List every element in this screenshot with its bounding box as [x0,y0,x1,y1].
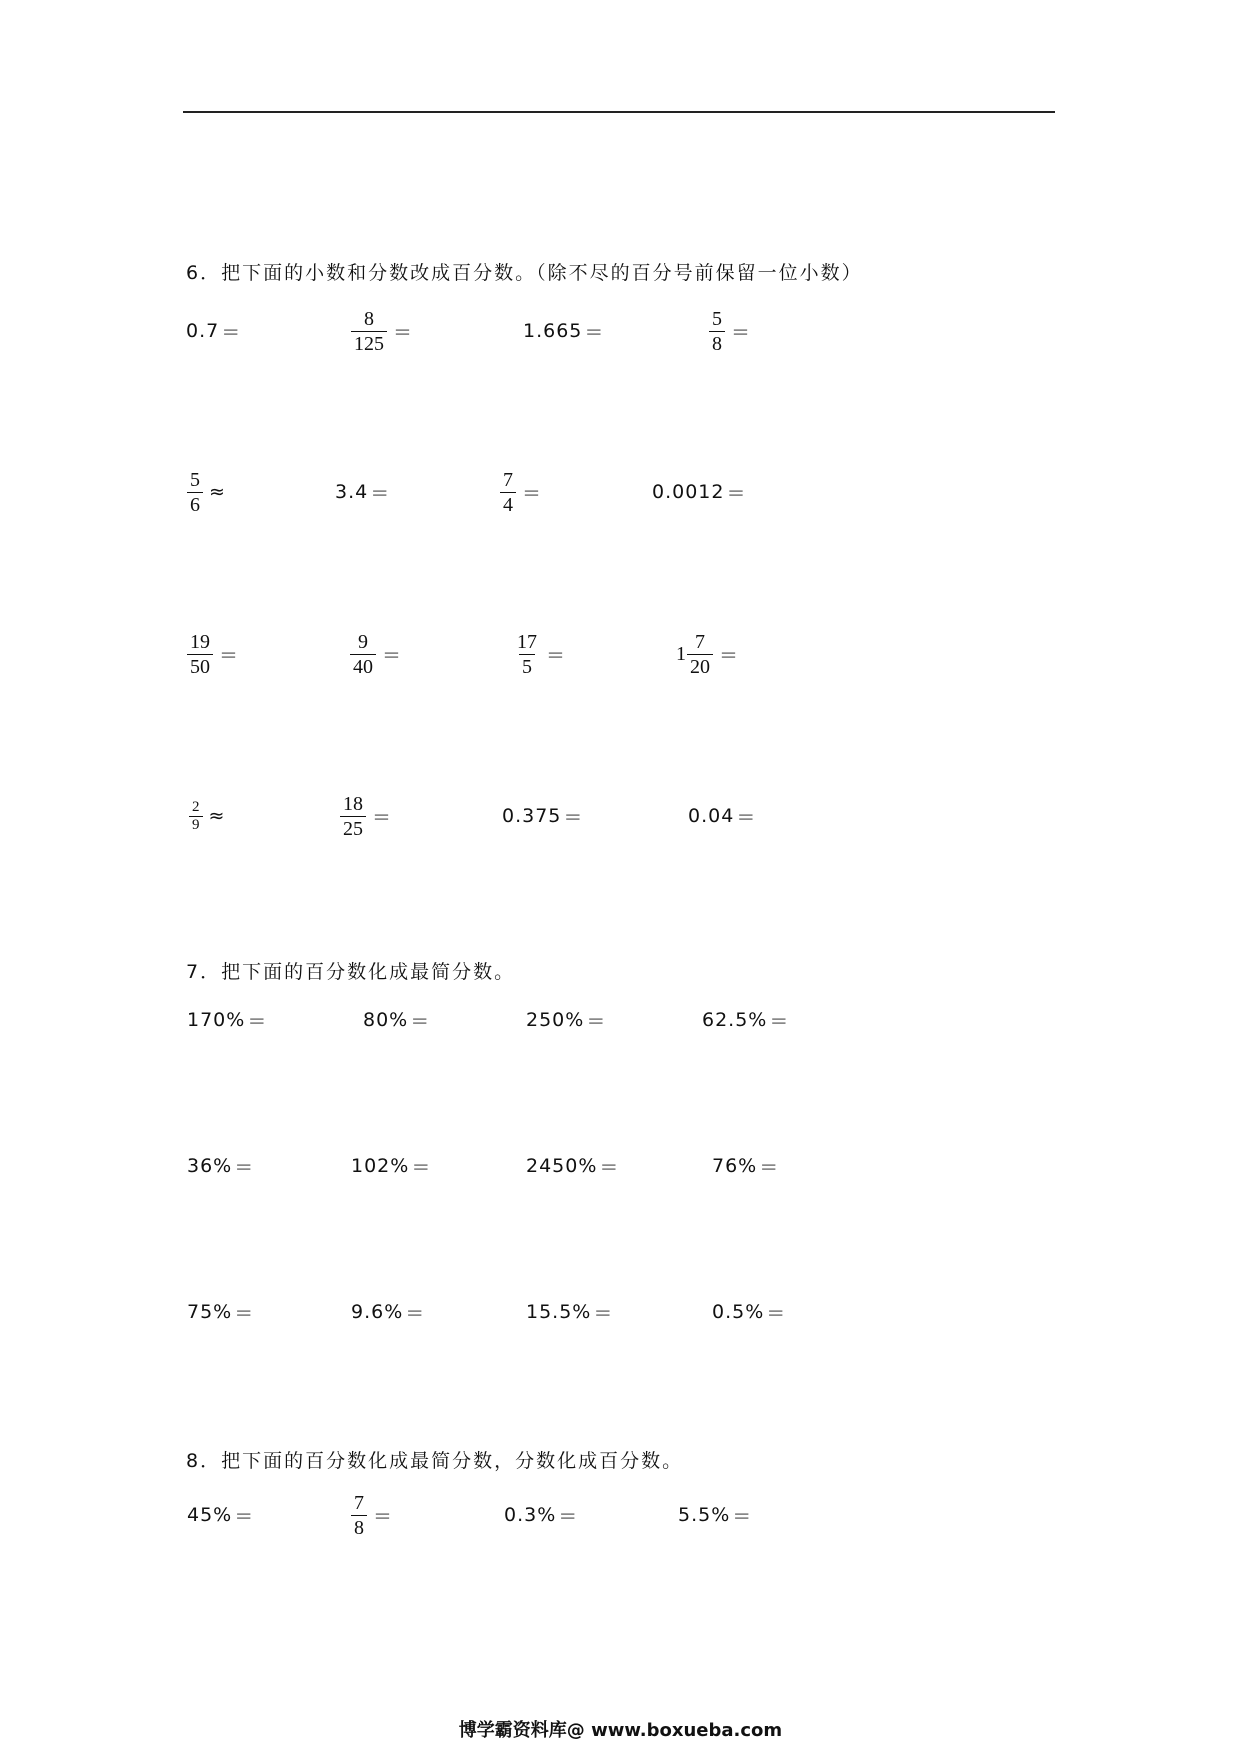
numerator: 9 [358,630,368,653]
percent: 62.5% [702,1009,768,1031]
equals-sign: ＝ [373,1505,393,1528]
q6-r3-d [676,619,738,689]
equals-sign: ＝ [370,482,390,505]
equals-sign: ＝ [247,1010,267,1033]
denominator: 8 [709,331,725,356]
equals-sign: ＝ [719,644,739,667]
equals-sign: ＝ [766,1302,786,1325]
q6-r4-b [340,781,391,851]
denominator: 4 [500,492,516,517]
equals-sign: ＝ [586,1010,606,1033]
number: 1.665 [523,320,583,342]
fraction [187,468,203,517]
question-7-title: 7．把下面的百分数化成最简分数。 [186,961,516,983]
numerator: 19 [190,630,210,653]
numerator: 18 [343,792,363,815]
denominator: 50 [187,654,213,679]
equals-sign: ＝ [522,482,542,505]
equals-sign: ＝ [221,321,241,344]
equals-sign: ＝ [558,1505,578,1528]
fraction [500,468,516,517]
fraction [687,630,713,679]
q7-r2-c [526,1131,618,1201]
equals-sign: ＝ [593,1302,613,1325]
equals-sign: ＝ [769,1010,789,1033]
percent: 102% [351,1155,410,1177]
equals-sign: ＝ [563,806,583,829]
q6-r3-c [514,619,565,689]
denominator: 8 [351,1515,367,1540]
percent: 0.3% [504,1504,557,1526]
percent: 5.5% [678,1504,731,1526]
numerator: 8 [364,307,374,330]
q7-r3-a [187,1277,253,1347]
approx-sign: ≈ [209,481,225,503]
numerator: 17 [517,630,537,653]
q8-a [187,1480,253,1550]
equals-sign: ＝ [599,1156,619,1179]
fraction [350,630,376,679]
numerator: 2 [192,798,200,815]
fraction [351,1491,367,1540]
percent: 2450% [526,1155,598,1177]
equals-sign: ＝ [410,1010,430,1033]
number: 0.375 [502,805,562,827]
q6-r1-c [523,296,603,366]
q7-r3-b [351,1277,424,1347]
equals-sign: ＝ [732,1505,752,1528]
percent: 75% [187,1301,233,1323]
equals-sign: ＝ [546,644,566,667]
q7-r1-b [363,985,429,1055]
number: 0.7 [186,320,220,342]
numerator: 5 [190,468,200,491]
q6-r3-a [187,619,238,689]
denominator: 5 [519,654,535,679]
numerator: 7 [503,468,513,491]
approx-sign: ≈ [208,805,225,827]
q7-r3-d [712,1277,785,1347]
equals-sign: ＝ [731,321,751,344]
q6-r1-d [709,296,750,366]
percent: 250% [526,1009,585,1031]
q6-r2-d [652,457,746,527]
q7-r1-c [526,985,605,1055]
equals-sign: ＝ [584,321,604,344]
fraction [340,792,366,841]
equals-sign: ＝ [234,1505,254,1528]
q6-r4-c [502,781,582,851]
percent: 9.6% [351,1301,404,1323]
q7-r2-b [351,1131,430,1201]
denominator: 6 [187,492,203,517]
fraction [187,630,213,679]
number: 0.0012 [652,481,725,503]
equals-sign: ＝ [234,1156,254,1179]
q6-r4-d [688,781,755,851]
q7-r2-a [187,1131,253,1201]
q8-d [678,1480,751,1550]
percent: 45% [187,1504,233,1526]
equals-sign: ＝ [726,482,746,505]
question-8-title: 8．把下面的百分数化成最简分数，分数化成百分数。 [186,1450,684,1472]
fraction [351,307,387,356]
percent: 0.5% [712,1301,765,1323]
q6-r4-a [189,781,224,851]
number: 3.4 [335,481,369,503]
q7-r3-c [526,1277,612,1347]
fraction [189,799,203,834]
equals-sign: ＝ [411,1156,431,1179]
q6-r2-c [500,457,541,527]
q6-r1-b [351,296,412,366]
denominator: 25 [340,816,366,841]
header-rule [183,111,1055,113]
percent: 170% [187,1009,246,1031]
percent: 76% [712,1155,758,1177]
whole-number: 1 [676,642,686,665]
percent: 36% [187,1155,233,1177]
denominator: 9 [189,816,203,834]
denominator: 40 [350,654,376,679]
equals-sign: ＝ [372,806,392,829]
equals-sign: ＝ [234,1302,254,1325]
denominator: 125 [351,331,387,356]
fraction [709,307,725,356]
q6-r2-b [335,457,389,527]
number: 0.04 [688,805,735,827]
footer-watermark: 博学霸资料库@ www.boxueba.com [458,1720,783,1741]
fraction [514,630,540,679]
numerator: 7 [695,630,705,653]
numerator: 7 [354,1491,364,1514]
equals-sign: ＝ [759,1156,779,1179]
q7-r1-d [702,985,788,1055]
equals-sign: ＝ [219,644,239,667]
question-6-title: 6．把下面的小数和分数改成百分数。（除不尽的百分号前保留一位小数） [186,262,863,284]
numerator: 5 [712,307,722,330]
q8-b [351,1480,392,1550]
equals-sign: ＝ [405,1302,425,1325]
q6-r3-b [350,619,401,689]
equals-sign: ＝ [736,806,756,829]
q8-c [504,1480,577,1550]
equals-sign: ＝ [393,321,413,344]
percent: 80% [363,1009,409,1031]
denominator: 20 [687,654,713,679]
q6-r1-a [186,296,240,366]
q7-r1-a [187,985,266,1055]
q7-r2-d [712,1131,778,1201]
percent: 15.5% [526,1301,592,1323]
equals-sign: ＝ [382,644,402,667]
q6-r2-a [187,457,225,527]
